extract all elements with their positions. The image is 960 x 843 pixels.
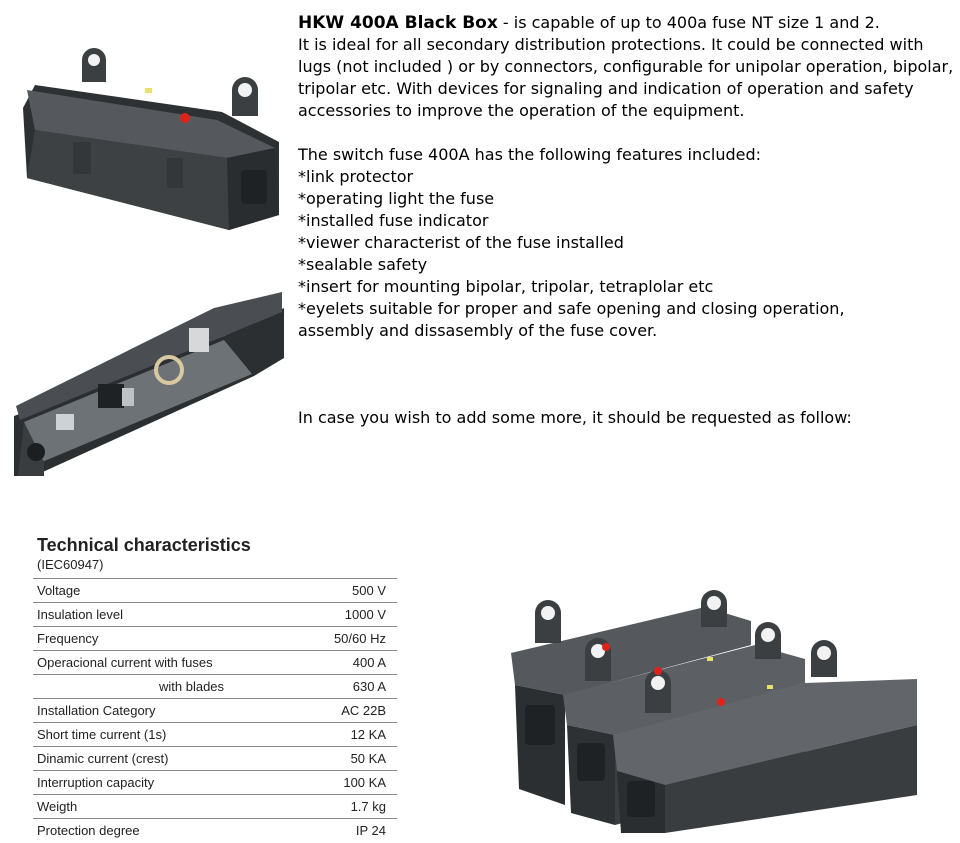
- spec-value: 50/60 Hz: [304, 627, 397, 651]
- spec-value: 1.7 kg: [304, 795, 397, 819]
- tech-standard: (IEC60947): [37, 557, 104, 572]
- spec-value: 500 V: [304, 579, 397, 603]
- spec-label: Protection degree: [37, 823, 140, 838]
- feature-item: *operating light the fuse: [298, 189, 495, 208]
- spec-label: Installation Category: [33, 699, 304, 723]
- spec-label: Short time current (1s): [33, 723, 304, 747]
- product-description: [298, 12, 958, 342]
- spec-value: 1000 V: [304, 603, 397, 627]
- spec-table: [33, 578, 397, 842]
- table-row: [33, 723, 397, 747]
- table-row: [33, 819, 397, 843]
- product-title: HKW 400A Black Box: [298, 13, 498, 33]
- feature-item: *viewer characterist of the fuse installed: [298, 233, 624, 252]
- feature-item: *installed fuse indicator: [298, 211, 489, 230]
- spec-label: Frequency: [33, 627, 304, 651]
- spec-value: 100 KA: [304, 771, 397, 795]
- spec-label: Voltage: [33, 579, 304, 603]
- feature-item: *link protector: [298, 167, 414, 186]
- product-heading: [298, 12, 958, 34]
- spec-label: Operacional current with fuses: [33, 651, 304, 675]
- table-row: [33, 627, 397, 651]
- spec-value: 12 KA: [304, 723, 397, 747]
- table-row: [33, 771, 397, 795]
- fuse-box-closed-image: [17, 30, 287, 230]
- spec-value: IP 24: [355, 823, 386, 838]
- spec-label: Insulation level: [33, 603, 304, 627]
- spec-label: with blades: [33, 675, 304, 699]
- table-row: [33, 675, 397, 699]
- spec-label: Weigth: [33, 795, 304, 819]
- spec-value: 50 KA: [304, 747, 397, 771]
- spec-value: 630 A: [304, 675, 397, 699]
- features-heading: The switch fuse 400A has the following features included:: [298, 145, 762, 164]
- spec-label: Interruption capacity: [33, 771, 304, 795]
- feature-item: *eyelets suitable for proper and safe opening and closing operation, assembly and dissasembly of the fuse cover.: [298, 299, 845, 340]
- fuse-box-open-image: [14, 288, 284, 476]
- fuse-box-triple-image: [505, 575, 930, 833]
- table-row: [33, 747, 397, 771]
- table-row: [33, 579, 397, 603]
- table-row: [33, 795, 397, 819]
- table-row: [33, 699, 397, 723]
- feature-item: *sealable safety: [298, 255, 428, 274]
- feature-item: *insert for mounting bipolar, tripolar, tetraplolar etc: [298, 277, 714, 296]
- spec-value: 400 A: [304, 651, 397, 675]
- product-intro: It is ideal for all secondary distribution protections. It could be connected with lugs (not included ) or by connectors, configurable for unipolar operation, bipolar, tripolar etc. With devices for signaling and indication of operation and safety accessories to improve the operation of the equipment.: [298, 35, 954, 120]
- request-note: In case you wish to add some more, it should be requested as follow:: [298, 408, 852, 427]
- table-row: [33, 651, 397, 675]
- spec-value: AC 22B: [304, 699, 397, 723]
- table-row: [33, 603, 397, 627]
- spec-label: Dinamic current (crest): [33, 747, 304, 771]
- tech-title: Technical characteristics: [37, 535, 251, 555]
- product-title-suffix: - is capable of up to 400a fuse NT size 1 and 2.: [497, 13, 880, 32]
